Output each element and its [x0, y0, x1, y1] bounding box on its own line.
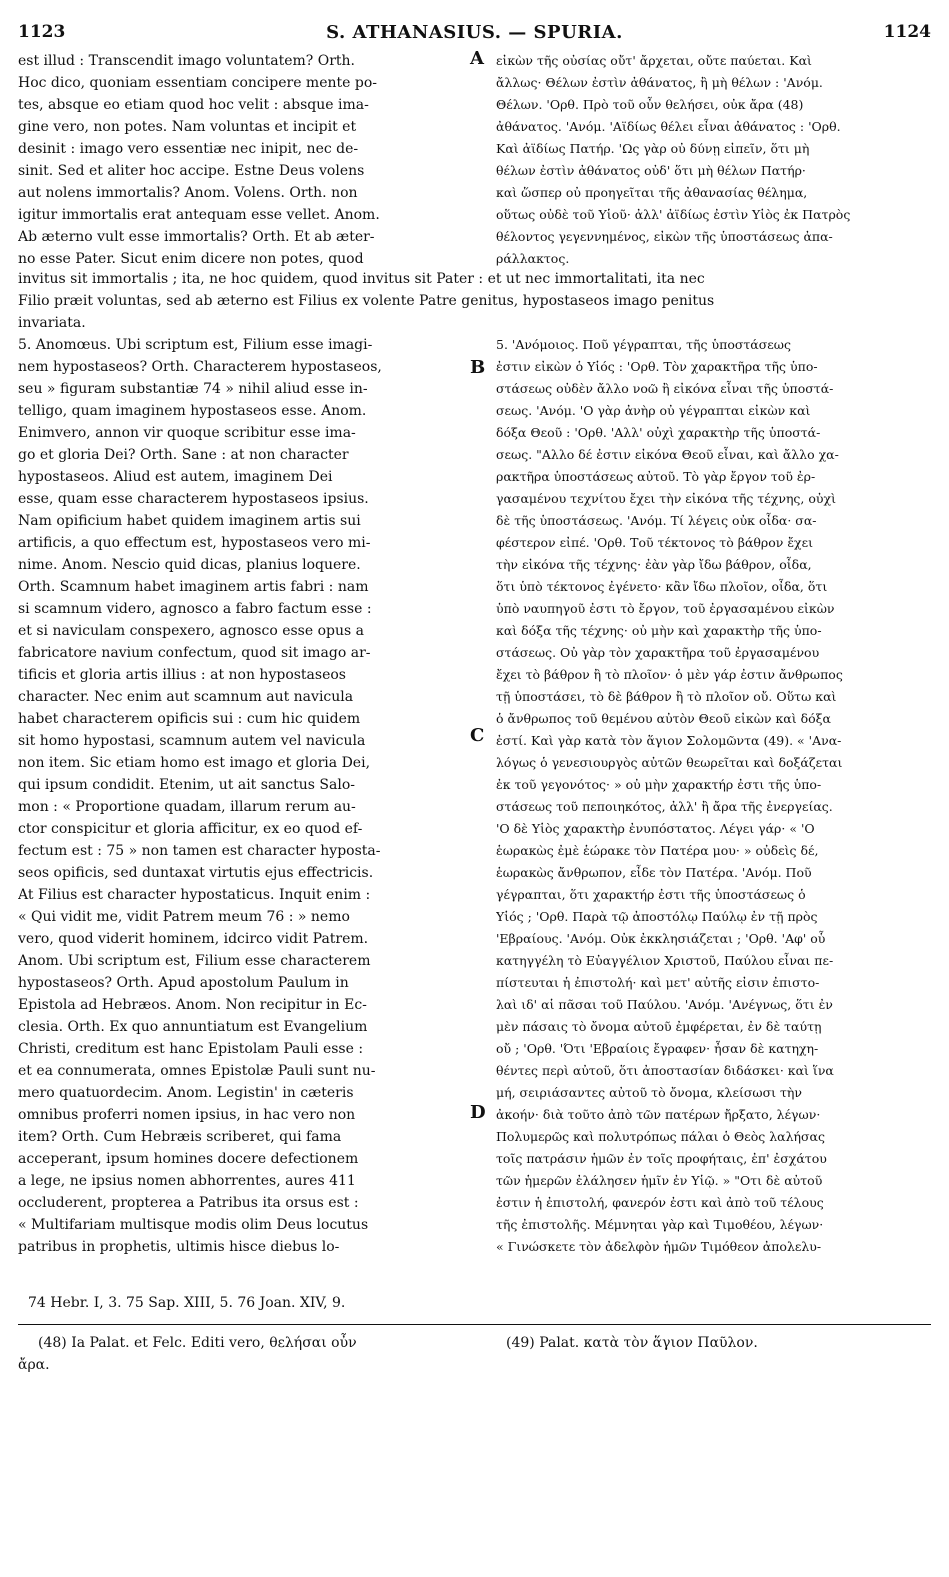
greek-text-line: καὶ ὥσπερ οὐ προηγεῖται τῆς ἀθανασίας θέλημα,	[496, 185, 808, 200]
greek-text-line: ἑωρακὼς ἄνθρωπον, εἶδε τὸν Πατέρα. 'Ανόμ. Ποῦ	[496, 865, 812, 880]
greek-text-line: ἐστί. Καὶ γὰρ κατὰ τὸν ἅγιον Σολομῶντα (49). « 'Ανα-	[496, 733, 842, 748]
greek-text-line: ὁ ἄνθρωπος τοῦ θεμένου αὐτὸν Θεοῦ εἰκὼν καὶ δόξα	[496, 711, 831, 726]
greek-text-line: ὅτι ὑπὸ τέκτονος ἐγένετο· κἂν ἴδω πλοῖον, οἶδα, ὅτι	[496, 579, 828, 594]
latin-text-line: hypostaseos? Orth. Apud apostolum Paulum in	[18, 975, 349, 991]
greek-text-line: ἄλλως· Θέλων ἐστὶν ἀθάνατος, ἢ μὴ θέλων : 'Ανόμ.	[496, 75, 823, 90]
latin-text-line: habet characterem opificis sui : cum hic quidem	[18, 711, 361, 727]
column-number-right: 1124	[883, 22, 931, 42]
greek-text-line: κατηγγέλη τὸ Εὐαγγέλιον Χριστοῦ, Παύλου εἶναι πε-	[496, 953, 834, 968]
latin-text-line: aut nolens immortalis? Anom. Volens. Orth. non	[18, 185, 358, 201]
latin-text-line: « Multifariam multisque modis olim Deus locutus	[18, 1217, 369, 1233]
greek-text-line: οὔ ; 'Ορθ. 'Ότι 'Εβραίοις ἔγραφεν· ἦσαν δὲ κατηχη-	[496, 1041, 819, 1056]
greek-text-line: ἀθάνατος. 'Ανόμ. 'Αϊδίως θέλει εἶναι ἀθάνατος : 'Ορθ.	[496, 119, 841, 134]
latin-text-line: non item. Sic etiam homo est imago et gloria Dei,	[18, 755, 371, 771]
latin-text-line: nime. Anom. Nescio quid dicas, planius loquere.	[18, 557, 361, 573]
greek-text-line: μὲν πάσαις τὸ ὄνομα αὐτοῦ ἐμφέρεται, ἐν δὲ ταύτῃ	[496, 1019, 822, 1034]
latin-text-line: clesia. Orth. Ex quo annuntiatum est Evangelium	[18, 1019, 368, 1035]
latin-text-line: omnibus proferri nomen ipsius, in hac vero non	[18, 1107, 356, 1123]
latin-text-line: invitus sit immortalis ; ita, ne hoc quidem, quod invitus sit Pater : et ut nec immortalitati, ita nec	[18, 271, 705, 287]
latin-text-line: seos opificis, sed duntaxat virtutis ejus effectricis.	[18, 865, 374, 881]
latin-text-line: Filio præit voluntas, sed ab æterno est Filius ex volente Patre genitus, hypostaseos imago penitus	[18, 293, 715, 309]
latin-text-line: telligo, quam imaginem hypostaseos esse. Anom.	[18, 403, 367, 419]
latin-text-line: Anom. Ubi scriptum est, Filium esse characterem	[18, 953, 371, 969]
running-title: S. ATHANASIUS. — SPURIA.	[326, 22, 623, 43]
greek-text-line: ἔχει τὸ βάθρον ἢ τὸ πλοῖον· ὁ μὲν γάρ ἐστιν ἄνθρωπος	[496, 667, 843, 682]
latin-text-line: qui ipsum condidit. Etenim, ut ait sanctus Salo-	[18, 777, 355, 793]
greek-text-line: τὴν εἰκόνα τῆς τέχνης· ἐὰν γὰρ ἴδω βάθρον, οἶδα,	[496, 557, 812, 572]
greek-text-line: γέγραπται, ὅτι χαρακτήρ ἐστι τῆς ὑποστάσεως ὁ	[496, 887, 806, 902]
greek-text-line: στάσεως τοῦ πεποιηκότος, ἀλλ' ἢ ἄρα τῆς ἐνεργείας.	[496, 799, 833, 814]
greek-text-line: 5. 'Ανόμοιος. Ποῦ γέγραπται, τῆς ὑποστάσεως	[496, 337, 791, 352]
latin-text-line: a lege, ne ipsius nomen abhorrentes, aures 411	[18, 1173, 356, 1189]
greek-text-line: « Γινώσκετε τὸν ἀδελφὸν ἡμῶν Τιμόθεον ἀπολελυ-	[496, 1239, 822, 1254]
latin-text-line: Epistola ad Hebræos. Anom. Non recipitur in Ec-	[18, 997, 367, 1013]
section-marker-c: C	[470, 725, 485, 746]
latin-text-line: 5. Anomœus. Ubi scriptum est, Filium esse imagi-	[18, 337, 373, 353]
latin-text-line: no esse Pater. Sicut enim dicere non potes, quod	[18, 251, 364, 267]
latin-text-line: igitur immortalis erat antequam esse vellet. Anom.	[18, 207, 380, 223]
latin-text-line: gine vero, non potes. Nam voluntas et incipit et	[18, 119, 357, 135]
greek-text-line: οὕτως οὐδὲ τοῦ Υἱοῦ· ἀλλ' ἀϊδίως ἐστὶν Υἱὸς ἐκ Πατρὸς	[496, 207, 851, 222]
latin-text-line: Ab æterno vult esse immortalis? Orth. Et ab æter-	[18, 229, 375, 245]
greek-text-line: καὶ δόξα τῆς τέχνης· οὐ μὴν καὶ χαρακτὴρ τῆς ὑπο-	[496, 623, 822, 638]
latin-text-line: artificis, a quo effectum est, hypostaseos vero mi-	[18, 535, 371, 551]
greek-text-line: στάσεως. Οὐ γὰρ τὸν χαρακτῆρα τοῦ ἐργασαμένου	[496, 645, 820, 660]
greek-text-line: ρακτῆρα ὑποστάσεως αὐτοῦ. Τὸ γὰρ ἔργον τοῦ ἐρ-	[496, 469, 816, 484]
greek-text-line: ὑπὸ ναυπηγοῦ ἐστι τὸ ἔργον, τοῦ ἐργασαμένου εἰκὼν	[496, 601, 835, 616]
variant-note-49: (49) Palat. κατὰ τὸν ἅγιον Παῦλον.	[506, 1335, 758, 1351]
greek-text-line: θέλοντος γεγεννημένος, εἰκὼν τῆς ὑποστάσεως ἀπα-	[496, 229, 833, 244]
greek-text-line: στάσεως οὐδὲν ἄλλο νοῶ ἢ εἰκόνα εἶναι τῆς ὑποστά-	[496, 381, 834, 396]
greek-text-line: μή, σειριάσαντες αὐτοῦ τὸ ὄνομα, κλείσωσι τὴν	[496, 1085, 802, 1100]
greek-text-line: Υἱός ; 'Ορθ. Παρὰ τῷ ἀποστόλῳ Παύλῳ ἐν τῇ πρὸς	[496, 909, 818, 924]
greek-text-line: τῇ ὑποστάσει, τὸ δὲ βάθρον ἢ τὸ πλοῖον οὔ. Οὕτω καὶ	[496, 689, 837, 704]
greek-text-line: Θέλων. 'Ορθ. Πρὸ τοῦ οὖν θελήσει, οὐκ ἄρα (48)	[496, 97, 804, 112]
latin-text-line: Enimvero, annon vir quoque scribitur esse ima-	[18, 425, 356, 441]
latin-text-line: hypostaseos. Aliud est autem, imaginem Dei	[18, 469, 333, 485]
greek-text-line: 'Εβραίους. 'Ανόμ. Οὐκ ἐκκλησιάζεται ; 'Ορθ. 'Αφ' οὗ	[496, 931, 826, 946]
greek-text-line: πίστευται ἡ ἐπιστολή· καὶ μετ' αὐτῆς εἰσιν ἐπιστο-	[496, 975, 820, 990]
latin-text-line: nem hypostaseos? Orth. Characterem hypostaseos,	[18, 359, 382, 375]
greek-text-line: σεως. "Αλλο δέ ἐστιν εἰκόνα Θεοῦ εἶναι, καὶ ἄλλο χα-	[496, 447, 839, 462]
page-header	[18, 22, 931, 48]
greek-text-line: λαὶ ιδ' αἱ πᾶσαι τοῦ Παύλου. 'Ανόμ. 'Ανέγνως, ὅτι ἐν	[496, 997, 833, 1012]
greek-text-line: δόξα Θεοῦ : 'Ορθ. 'Αλλ' οὐχὶ χαρακτὴρ τῆς ὑποστά-	[496, 425, 821, 440]
latin-text-line: item? Orth. Cum Hebræis scriberet, qui fama	[18, 1129, 342, 1145]
greek-text-line: τῆς ἐπιστολῆς. Μέμνηται γὰρ καὶ Τιμοθέου, λέγων·	[496, 1217, 824, 1232]
greek-text-line: ἐκ τοῦ γεγονότος· » οὐ μὴν χαρακτήρ ἐστι τῆς ὑπο-	[496, 777, 822, 792]
greek-text-line: θέντες περὶ αὐτοῦ, ὅτι ἀποστασίαν διδάσκει· καὶ ἵνα	[496, 1063, 834, 1078]
latin-text-line: « Qui vidit me, vidit Patrem meum 76 : » nemo	[18, 909, 350, 925]
latin-text-line: invariata.	[18, 315, 86, 331]
greek-text-line: Καὶ ἀϊδίως Πατήρ. 'Ως γὰρ οὐ δύνῃ εἰπεῖν, ὅτι μὴ	[496, 141, 810, 156]
greek-text-line: Πολυμερῶς καὶ πολυτρόπως πάλαι ὁ Θεὸς λαλήσας	[496, 1129, 825, 1144]
latin-text-line: go et gloria Dei? Orth. Sane : at non character	[18, 447, 349, 463]
latin-text-line: tes, absque eo etiam quod hoc velit : absque ima-	[18, 97, 369, 113]
greek-text-line: φέστερον εἰπέ. 'Ορθ. Τοῦ τέκτονος τὸ βάθρον ἔχει	[496, 535, 814, 550]
greek-text-line: ἐστιν ἡ ἐπιστολή, φανερόν ἐστι καὶ ἀπὸ τοῦ τέλους	[496, 1195, 824, 1210]
latin-text-line: desinit : imago vero essentiæ nec inipit, nec de-	[18, 141, 359, 157]
latin-text-line: si scamnum videro, agnosco a fabro factum esse :	[18, 601, 372, 617]
variant-note-48-cont: ἄρα.	[18, 1357, 50, 1373]
latin-text-line: Christi, creditum est hanc Epistolam Pauli esse :	[18, 1041, 364, 1057]
latin-text-line: fabricatore navium confectum, quod sit imago ar-	[18, 645, 371, 661]
latin-text-line: Orth. Scamnum habet imaginem artis fabri : nam	[18, 579, 369, 595]
column-number-left: 1123	[18, 22, 66, 42]
latin-text-line: tificis et gloria artis illius : at non hypostaseos	[18, 667, 346, 683]
section-marker-b: B	[470, 357, 486, 378]
greek-text-line: θέλων ἐστὶν ἀθάνατος οὐδ' ὅτι μὴ θέλων Πατήρ·	[496, 163, 806, 178]
greek-text-line: ἀκοήν· διὰ τοῦτο ἀπὸ τῶν πατέρων ἤρξατο, λέγων·	[496, 1107, 821, 1122]
scripture-footnotes: 74 Hebr. I, 3. 75 Sap. XIII, 5. 76 Joan. XIV, 9.	[28, 1295, 346, 1311]
footnote-rule	[18, 1324, 931, 1325]
section-marker-d: D	[470, 1102, 486, 1123]
latin-text-line: occluderent, propterea a Patribus ita orsus est :	[18, 1195, 359, 1211]
latin-text-line: est illud : Transcendit imago voluntatem? Orth.	[18, 53, 355, 69]
latin-text-line: seu » figuram substantiæ 74 » nihil aliud esse in-	[18, 381, 368, 397]
section-marker-a: A	[470, 48, 484, 69]
latin-text-line: patribus in prophetis, ultimis hisce diebus lo-	[18, 1239, 340, 1255]
latin-text-line: character. Nec enim aut scamnum aut navicula	[18, 689, 354, 705]
latin-text-line: et ea connumerata, omnes Epistolæ Pauli sunt nu-	[18, 1063, 376, 1079]
latin-text-line: sinit. Sed et aliter hoc accipe. Estne Deus volens	[18, 163, 365, 179]
greek-text-line: σεως. 'Ανόμ. 'Ο γὰρ ἀνὴρ οὐ γέγραπται εἰκὼν καὶ	[496, 403, 811, 418]
latin-text-line: ctor conspicitur et gloria afficitur, ex eo quod ef-	[18, 821, 363, 837]
greek-text-line: ἐστιν εἰκὼν ὁ Υἱός : 'Ορθ. Τὸν χαρακτῆρα τῆς ὑπο-	[496, 359, 818, 374]
latin-text-line: fectum est : 75 » non tamen est character hyposta-	[18, 843, 381, 859]
latin-text-line: At Filius est character hypostaticus. Inquit enim :	[18, 887, 371, 903]
latin-text-line: esse, quam esse characterem hypostaseos ipsius.	[18, 491, 369, 507]
latin-text-line: sit homo hypostasi, scamnum autem vel navicula	[18, 733, 366, 749]
greek-text-line: τοῖς πατράσιν ἡμῶν ἐν τοῖς προφήταις, ἐπ' ἐσχάτου	[496, 1151, 827, 1166]
latin-text-line: acceperant, ipsum homines docere defectionem	[18, 1151, 359, 1167]
greek-text-line: εἰκὼν τῆς οὐσίας οὔτ' ἄρχεται, οὔτε παύεται. Καὶ	[496, 53, 812, 68]
latin-text-line: Hoc dico, quoniam essentiam concipere mente po-	[18, 75, 377, 91]
latin-text-line: vero, quod viderit hominem, idcirco vidit Patrem.	[18, 931, 369, 947]
greek-text-line: τῶν ἡμερῶν ἐλάλησεν ἡμῖν ἐν Υἱῷ. » "Οτι δὲ αὐτοῦ	[496, 1173, 823, 1188]
greek-text-line: δὲ τῆς ὑποστάσεως. 'Ανόμ. Τί λέγεις οὐκ οἶδα· σα-	[496, 513, 817, 528]
greek-text-line: ράλλακτος.	[496, 251, 570, 266]
greek-text-line: λόγως ὁ γενεσιουργὸς αὐτῶν θεωρεῖται καὶ δοξάζεται	[496, 755, 843, 770]
greek-text-line: ἑωρακὼς ἐμὲ ἑώρακε τὸν Πατέρα μου· » οὐδεὶς δέ,	[496, 843, 819, 858]
latin-text-line: Nam opificium habet quidem imaginem artis sui	[18, 513, 361, 529]
greek-text-line: γασαμένου τεχνίτου ἔχει τὴν εἰκόνα τῆς τέχνης, οὐχὶ	[496, 491, 836, 506]
latin-text-line: et si naviculam conspexero, agnosco esse opus a	[18, 623, 364, 639]
variant-note-48: (48) Ia Palat. et Felc. Editi vero, θελήσαι οὖν	[38, 1335, 357, 1351]
latin-text-line: mero quatuordecim. Anom. Legistin' in cæteris	[18, 1085, 354, 1101]
latin-text-line: mon : « Proportione quadam, illarum rerum au-	[18, 799, 356, 815]
greek-text-line: 'Ο δὲ Υἱὸς χαρακτὴρ ἐνυπόστατος. Λέγει γάρ· « 'Ο	[496, 821, 815, 836]
